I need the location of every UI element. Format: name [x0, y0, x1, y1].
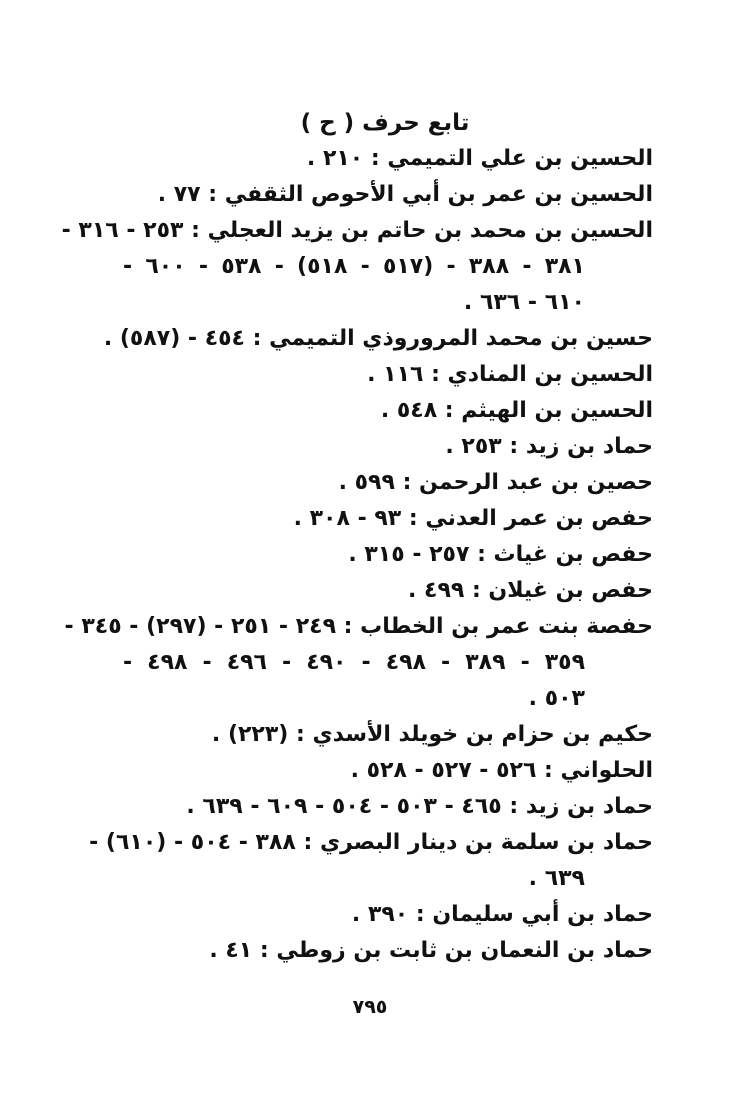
index-entry-line: حفص بن غيلان : ٤٩٩ .	[407, 578, 653, 603]
index-entry-line: الحسين بن الهيثم : ٥٤٨ .	[380, 398, 653, 423]
index-entry-line: حفص بن غياث : ٢٥٧ - ٣١٥ .	[348, 542, 653, 567]
index-entry-line: الحسين بن محمد بن حاتم بن يزيد العجلي : ٢٥٣ - ٣١٦ -	[61, 218, 653, 243]
index-entry-line: الحسين بن عمر بن أبي الأحوص الثقفي : ٧٧ .	[157, 182, 653, 207]
index-entry-line: حفصة بنت عمر بن الخطاب : ٢٤٩ - ٢٥١ - (٢٩٧) - ٣٤٥ -	[64, 614, 653, 639]
index-entry-line: حصين بن عبد الرحمن : ٥٩٩ .	[338, 470, 653, 495]
index-entry-line: حكيم بن حزام بن خويلد الأسدي : (٢٢٣) .	[211, 722, 653, 747]
index-entry-line: حفص بن عمر العدني : ٩٣ - ٣٠٨ .	[293, 506, 653, 531]
index-entry-line: حماد بن النعمان بن ثابت بن زوطي : ٤١ .	[209, 938, 653, 963]
index-entry-line: حماد بن سلمة بن دينار البصري : ٣٨٨ - ٥٠٤ - (٦١٠) -	[89, 830, 653, 855]
index-entry-line: الحلواني : ٥٢٦ - ٥٢٧ - ٥٢٨ .	[350, 758, 653, 783]
index-entry-continuation: ٣٥٩ - ٣٨٩ - ٤٩٨ - ٤٩٠ - ٤٩٦ - ٤٩٨ -	[123, 650, 586, 675]
index-entry-continuation: ٥٠٣ .	[528, 686, 585, 711]
index-entry-continuation: ٦١٠ - ٦٣٦ .	[463, 290, 585, 315]
index-entry-line: حماد بن زيد : ٢٥٣ .	[445, 434, 653, 459]
index-entry-line: حماد بن زيد : ٤٦٥ - ٥٠٣ - ٥٠٤ - ٦٠٩ - ٦٣٩ .	[186, 794, 653, 819]
index-entry-line: حسين بن محمد المروروذي التميمي : ٤٥٤ - (٥٨٧) .	[103, 326, 653, 351]
page-number: ٧٩٥	[352, 996, 388, 1018]
index-entry-line: الحسين بن المنادي : ١١٦ .	[367, 362, 653, 387]
index-entry-line: الحسين بن علي التميمي : ٢١٠ .	[306, 146, 653, 171]
index-entry-line: حماد بن أبي سليمان : ٣٩٠ .	[351, 902, 653, 927]
index-entry-continuation: ٣٨١ - ٣٨٨ - (٥١٧ - ٥١٨) - ٥٣٨ - ٦٠٠ -	[123, 254, 585, 279]
index-entry-continuation: ٦٣٩ .	[528, 866, 585, 891]
section-heading: تابع حرف ( ح )	[300, 110, 470, 136]
